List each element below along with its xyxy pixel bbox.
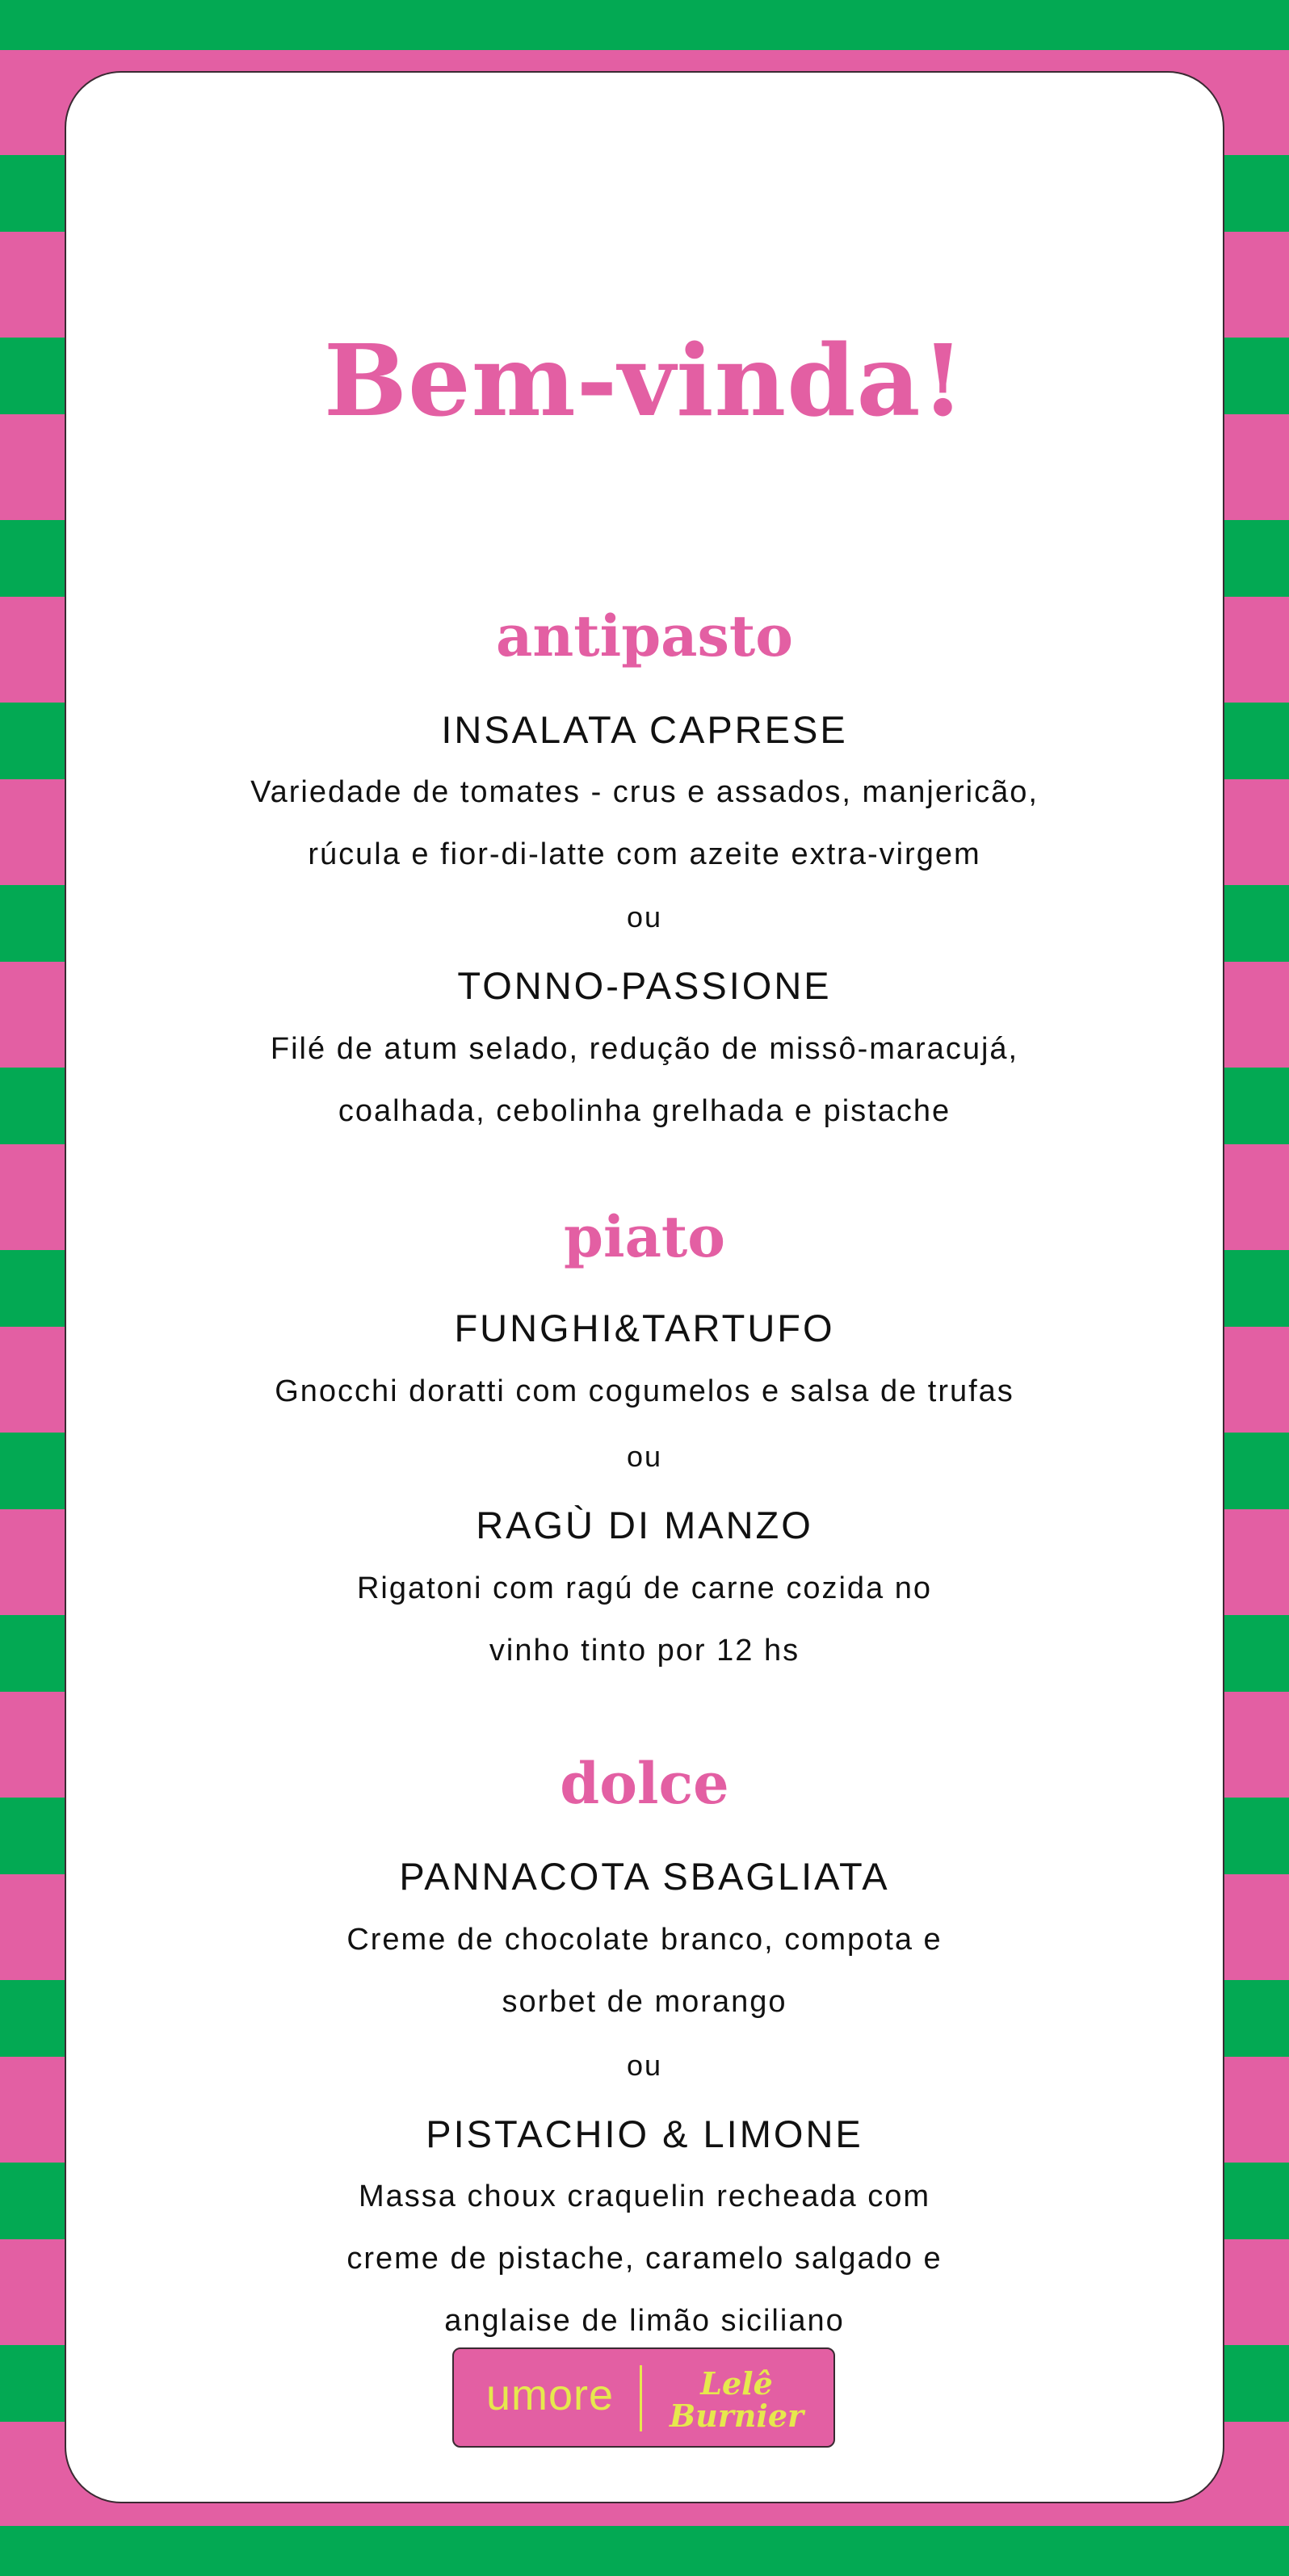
lele-burnier-logo-line2: Burnier: [669, 2398, 804, 2434]
dish-description-line: vinho tinto por 12 hs: [489, 1634, 800, 1668]
green-stripe-left: [0, 885, 66, 962]
dish-description-line: Gnocchi doratti com cogumelos e salsa de trufas: [275, 1374, 1014, 1408]
dish-name-ragu-di-manzo: RAGÙ DI MANZO: [476, 1504, 813, 1546]
green-stripe-left: [0, 520, 66, 597]
or-separator: ou: [626, 2049, 663, 2082]
dish-description-line: Massa choux craquelin recheada com: [358, 2180, 930, 2213]
green-stripe-left: [0, 1433, 66, 1509]
green-stripe-right: [1223, 885, 1289, 962]
green-stripe-left: [0, 1980, 66, 2057]
dish-description-line: coalhada, cebolinha grelhada e pistache: [338, 1094, 951, 1128]
top-green-band: [0, 0, 1289, 50]
dish-description-line: anglaise de limão siciliano: [444, 2304, 845, 2338]
green-stripe-left: [0, 2163, 66, 2239]
dish-description-line: sorbet de morango: [502, 1985, 787, 2019]
green-stripe-left: [0, 155, 66, 232]
course-heading-piato: piato: [564, 1203, 725, 1270]
menu-card: [65, 71, 1224, 2503]
green-stripe-right: [1223, 155, 1289, 232]
course-heading-antipasto: antipasto: [496, 602, 793, 669]
green-stripe-right: [1223, 1068, 1289, 1144]
dish-description-line: Variedade de tomates - crus e assados, manjericão,: [250, 775, 1039, 809]
green-stripe-left: [0, 1068, 66, 1144]
dish-description-line: Creme de chocolate branco, compota e: [346, 1923, 943, 1957]
dish-name-funghi-tartufo: FUNGHI&TARTUFO: [454, 1307, 835, 1349]
logo-divider: [640, 2365, 642, 2431]
partner-logo: [452, 2347, 835, 2448]
green-stripe-right: [1223, 2345, 1289, 2422]
dish-name-pannacota-sbagliata: PANNACOTA SBAGLIATA: [399, 1855, 890, 1898]
or-separator: ou: [626, 1440, 663, 1473]
green-stripe-right: [1223, 1615, 1289, 1692]
green-stripe-right: [1223, 1798, 1289, 1874]
umore-logo-text: umore: [485, 2371, 615, 2419]
green-stripe-right: [1223, 1980, 1289, 2057]
or-separator: ou: [626, 900, 663, 933]
dish-description-line: rúcula e fior-di-latte com azeite extra-virgem: [308, 837, 981, 871]
green-stripe-left: [0, 1250, 66, 1327]
lele-burnier-logo-line1: Lelê: [700, 2365, 773, 2402]
green-stripe-right: [1223, 338, 1289, 414]
green-stripe-right: [1223, 2163, 1289, 2239]
green-stripe-right: [1223, 1250, 1289, 1327]
course-heading-dolce: dolce: [560, 1750, 729, 1817]
dish-description-line: Filé de atum selado, redução de missô-maracujá,: [270, 1032, 1019, 1066]
dish-description-line: Rigatoni com ragú de carne cozida no: [356, 1571, 933, 1605]
dish-description-line: creme de pistache, caramelo salgado e: [346, 2242, 943, 2276]
dish-name-insalata-caprese: INSALATA CAPRESE: [441, 708, 848, 751]
green-stripe-right: [1223, 703, 1289, 779]
welcome-title: Bem-vinda!: [323, 322, 966, 438]
green-stripe-right: [1223, 520, 1289, 597]
dish-name-tonno-passione: TONNO-PASSIONE: [457, 964, 832, 1007]
green-stripe-left: [0, 703, 66, 779]
green-stripe-left: [0, 2345, 66, 2422]
green-stripe-left: [0, 1615, 66, 1692]
green-stripe-left: [0, 1798, 66, 1874]
green-stripe-right: [1223, 1433, 1289, 1509]
green-stripe-left: [0, 338, 66, 414]
bottom-green-band: [0, 2526, 1289, 2576]
dish-name-pistachio-limone: PISTACHIO & LIMONE: [426, 2112, 863, 2155]
